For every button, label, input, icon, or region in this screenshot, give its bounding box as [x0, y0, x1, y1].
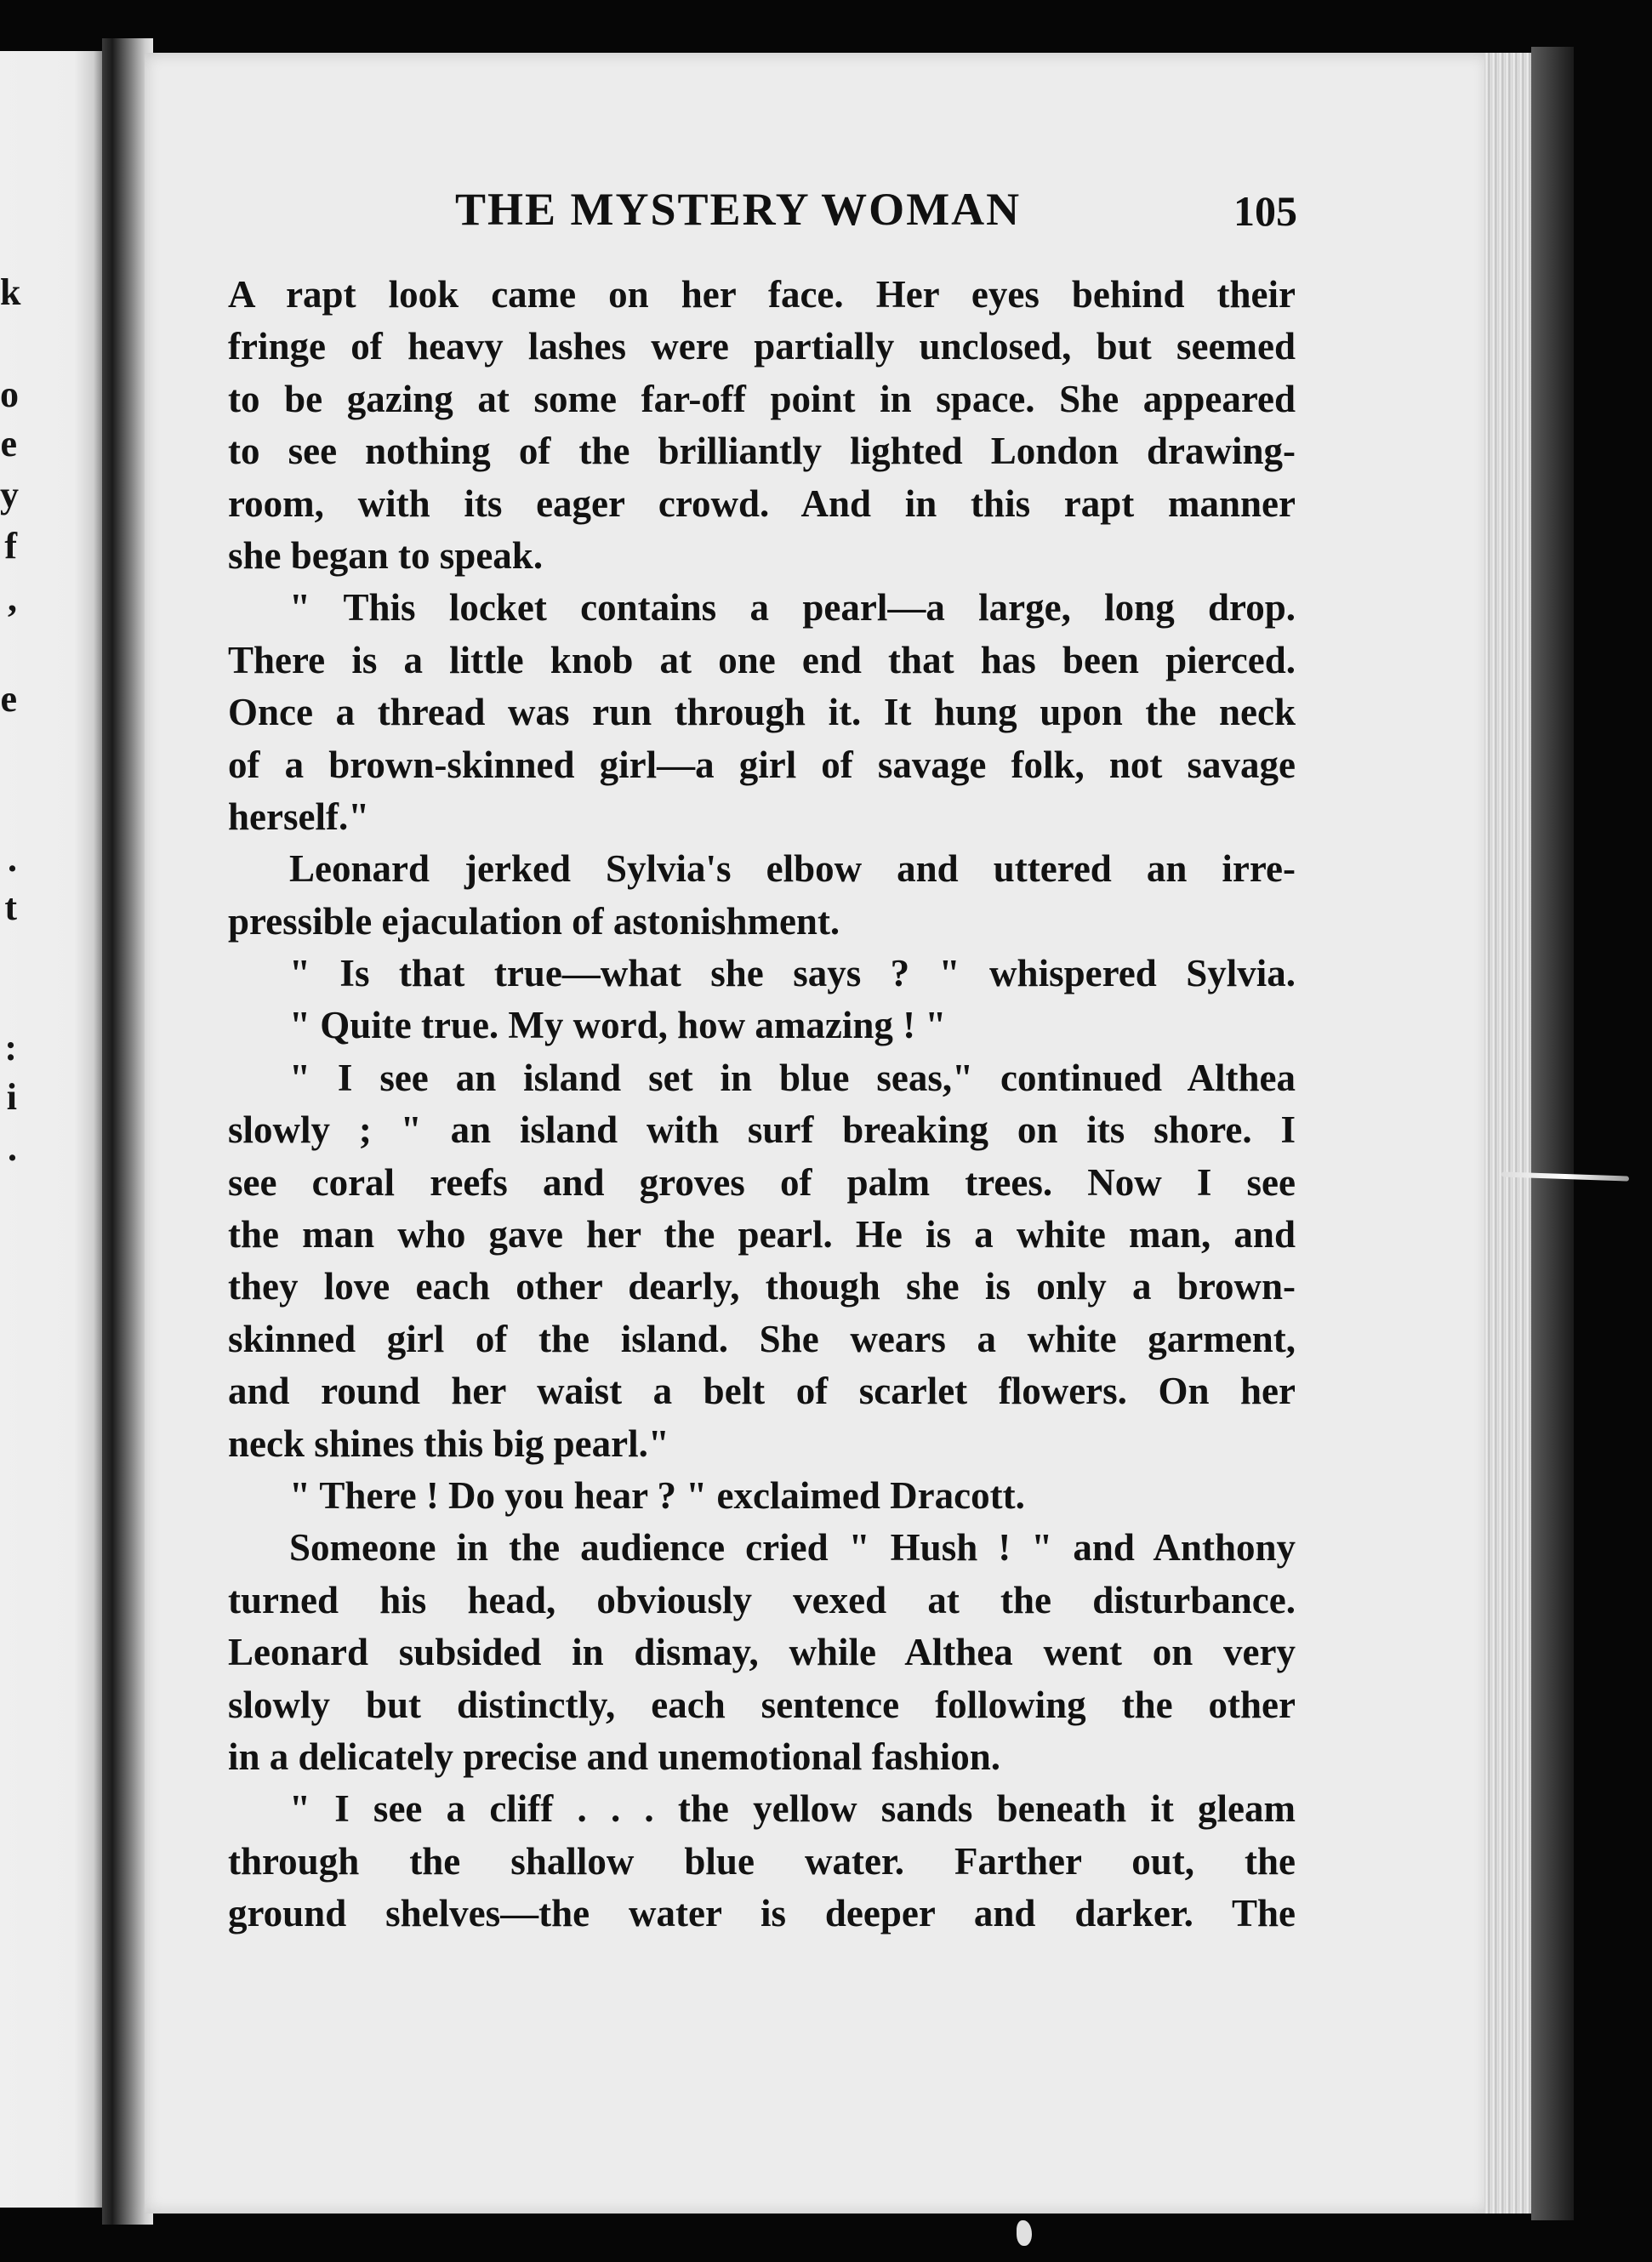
text-line: " I see a cliff . . . the yellow sands beneath it gleam [289, 1787, 1296, 1831]
text-line: " This locket contains a pearl—a large, long drop. [289, 586, 1296, 630]
left-page-fragment: f [4, 525, 17, 567]
left-page-fragment: t [4, 886, 17, 928]
stray-mark [1017, 2220, 1032, 2246]
text-line: the man who gave her the pearl. He is a white man, and [228, 1213, 1296, 1256]
left-page-fragment: e [0, 423, 17, 464]
left-facing-page [0, 51, 106, 2208]
text-line: neck shines this big pearl." [228, 1422, 669, 1465]
text-line: skinned girl of the island. She wears a white garment, [228, 1317, 1296, 1360]
text-line: she began to speak. [228, 533, 544, 577]
running-head [230, 183, 1297, 242]
left-page-fragment: , [8, 578, 17, 619]
text-line: and round her waist a belt of scarlet flowers. On her [228, 1370, 1296, 1413]
text-line: " I see an island set in blue seas," continued Althea [289, 1056, 1296, 1099]
body-text [228, 269, 1296, 1940]
left-page-fragment: : [4, 1027, 17, 1068]
text-line: see coral reefs and groves of palm trees. Now I see [228, 1160, 1296, 1204]
text-line: " Is that true—what she says ? " whispered Sylvia. [289, 952, 1296, 995]
text-line: of a brown-skinned girl—a girl of savage folk, not savage [228, 743, 1296, 786]
text-line: slowly but distinctly, each sentence following the other [228, 1683, 1296, 1726]
page-number: 105 [1233, 187, 1297, 235]
text-line: slowly ; " an island with surf breaking on its shore. I [228, 1108, 1296, 1152]
text-line: fringe of heavy lashes were partially unclosed, but seemed [228, 325, 1296, 368]
left-page-fragment: i [6, 1076, 17, 1118]
text-line: There is a little knob at one end that has been pierced. [228, 638, 1296, 681]
text-line: they love each other dearly, though she is only a brown- [228, 1265, 1296, 1308]
text-line: room, with its eager crowd. And in this rapt manner [228, 481, 1296, 525]
text-line: herself." [228, 795, 370, 838]
left-page-fragment: . [8, 1127, 17, 1169]
text-line: Once a thread was run through it. It hung upon the neck [228, 691, 1296, 734]
text-line: A rapt look came on her face. Her eyes behind their [228, 273, 1296, 316]
text-line: pressible ejaculation of astonishment. [228, 899, 840, 943]
text-line: to see nothing of the brilliantly lighted London drawing- [228, 430, 1296, 473]
page-edge-stack [1484, 53, 1535, 2214]
text-line: to be gazing at some far-off point in space. She appeared [228, 377, 1296, 420]
text-line: Leonard subsided in dismay, while Althea went on very [228, 1631, 1296, 1674]
page-title: THE MYSTERY WOMAN [455, 184, 1022, 235]
left-page-fragment: k [0, 271, 21, 313]
left-page-fragment: o [0, 373, 19, 415]
text-line: turned his head, obviously vexed at the disturbance. [228, 1578, 1296, 1621]
left-page-fragment: y [0, 474, 19, 516]
text-line: " There ! Do you hear ? " exclaimed Dracott. [289, 1473, 1025, 1517]
text-line: Leonard jerked Sylvia's elbow and uttered an irre- [289, 847, 1296, 891]
left-page-fragment: . [8, 838, 17, 880]
text-line: Someone in the audience cried " Hush ! " and Anthony [289, 1526, 1296, 1570]
text-line: through the shallow blue water. Farther out, the [228, 1839, 1296, 1883]
left-page-fragment: e [0, 678, 17, 720]
text-line: in a delicately precise and unemotional fashion. [228, 1735, 1000, 1778]
page-edge-shadow [1531, 47, 1574, 2220]
text-line: " Quite true. My word, how amazing ! " [289, 1004, 947, 1047]
text-line: ground shelves—the water is deeper and darker. The [228, 1892, 1296, 1935]
